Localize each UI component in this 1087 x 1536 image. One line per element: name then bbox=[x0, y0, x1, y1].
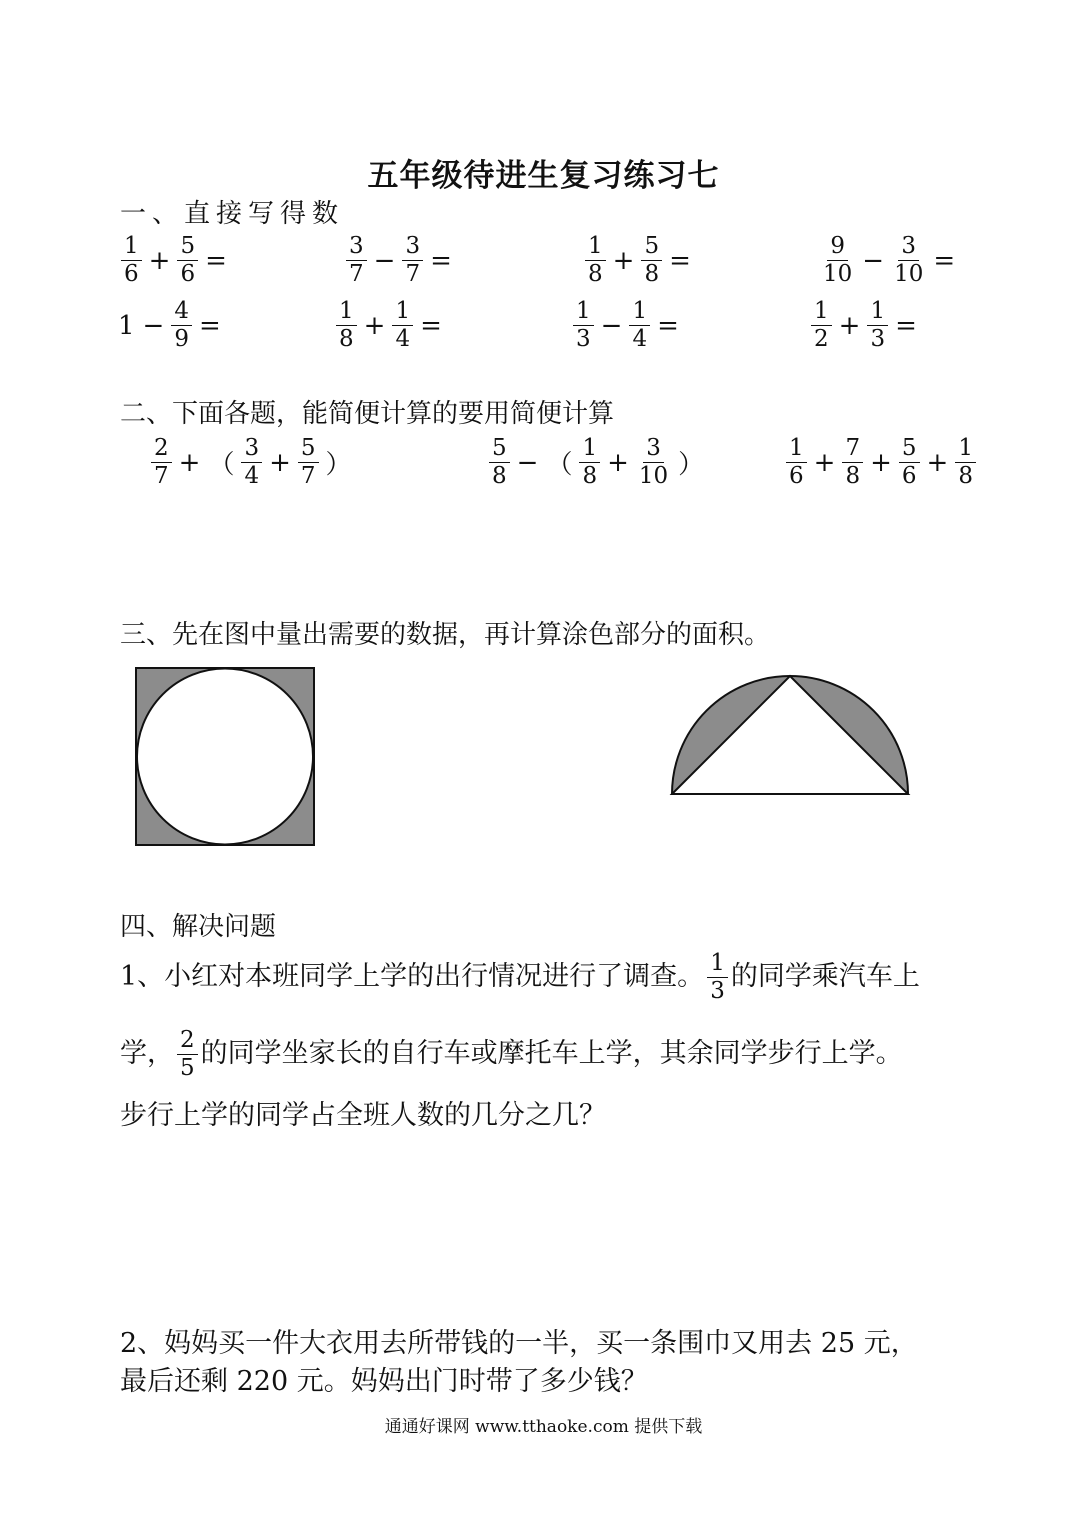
fraction: $\frac{5}{8}$ bbox=[641, 233, 662, 288]
fraction: $\frac{5}{6}$ bbox=[899, 435, 920, 490]
semicircle-triangle-figure bbox=[666, 670, 914, 800]
square-circle-figure bbox=[134, 666, 318, 848]
s1-expr-6: $\frac{1}{8}$ + $\frac{1}{4}$ = bbox=[333, 298, 446, 353]
s1-expr-7: $\frac{1}{3}$ − $\frac{1}{4}$ = bbox=[570, 298, 683, 353]
s2-expr-3: $\frac{1}{6}$ + $\frac{7}{8}$ + $\frac{5}{6}$ + $\frac{1}{8}$ bbox=[783, 435, 979, 490]
fraction: $\frac{1}{3}$ bbox=[573, 298, 594, 353]
fraction: $\frac{5}{6}$ bbox=[177, 233, 198, 288]
fraction: $\frac{2}{5}$ bbox=[177, 1027, 198, 1082]
fraction: $\frac{2}{7}$ bbox=[151, 435, 172, 490]
fraction: $\frac{3}{10}$ bbox=[894, 233, 924, 287]
section4-heading: 四、解决问题 bbox=[120, 912, 277, 942]
q1-line3: 步行上学的同学占全班人数的几分之几？ bbox=[120, 1100, 606, 1131]
fraction: $\frac{1}{6}$ bbox=[786, 435, 807, 490]
q2-line1: 2、妈妈买一件大衣用去所带钱的一半，买一条围巾又用去 25 元， bbox=[120, 1328, 918, 1359]
fraction: $\frac{1}{4}$ bbox=[629, 298, 650, 353]
page-title: 五年级待进生复习练习七 bbox=[367, 158, 720, 194]
fraction: $\frac{1}{8}$ bbox=[955, 435, 976, 490]
s1-expr-3: $\frac{1}{8}$ + $\frac{5}{8}$ = bbox=[582, 233, 695, 288]
q1-line1: 1、小红对本班同学上学的出行情况进行了调查。 $\frac{1}{3}$ 的同学乘汽车上 bbox=[120, 950, 920, 1004]
fraction: $\frac{3}{7}$ bbox=[402, 233, 423, 288]
fraction: $\frac{1}{4}$ bbox=[392, 298, 413, 353]
section2-heading: 二、下面各题，能简便计算的要用简便计算 bbox=[120, 399, 615, 429]
fraction: $\frac{3}{4}$ bbox=[241, 435, 262, 490]
q2-line2: 最后还剩 220 元。妈妈出门时带了多少钱？ bbox=[120, 1366, 648, 1397]
s2-expr-1: $\frac{2}{7}$ + （ $\frac{3}{4}$ + $\frac{5}{7}$ ） bbox=[148, 435, 356, 490]
fraction: $\frac{4}{9}$ bbox=[171, 298, 192, 353]
fraction: $\frac{3}{10}$ bbox=[638, 435, 669, 489]
section1-heading: 一、直接写得数 bbox=[120, 199, 345, 229]
fraction: $\frac{1}{3}$ bbox=[867, 298, 888, 353]
fraction: $\frac{5}{7}$ bbox=[298, 435, 319, 490]
s1-expr-1: $\frac{1}{6}$ + $\frac{5}{6}$ = bbox=[118, 233, 231, 288]
inscribed-circle bbox=[137, 669, 313, 845]
fraction: $\frac{1}{8}$ bbox=[579, 435, 600, 490]
s1-expr-4: $\frac{9}{10}$ − $\frac{3}{10}$ = bbox=[817, 233, 959, 288]
s1-expr-8: $\frac{1}{2}$ + $\frac{1}{3}$ = bbox=[808, 298, 921, 353]
section3-heading: 三、先在图中量出需要的数据，再计算涂色部分的面积。 bbox=[120, 620, 771, 650]
q1-line2: 学， $\frac{2}{5}$ 的同学坐家长的自行车或摩托车上学，其余同学步行上学。 bbox=[120, 1027, 903, 1081]
s2-expr-2: $\frac{5}{8}$ − （ $\frac{1}{8}$ + $\frac{3}{10}$ ） bbox=[486, 435, 708, 490]
fraction: $\frac{1}{6}$ bbox=[121, 233, 142, 288]
fraction: $\frac{1}{3}$ bbox=[707, 950, 728, 1005]
fraction: $\frac{1}{8}$ bbox=[336, 298, 357, 353]
fraction: $\frac{9}{10}$ bbox=[823, 233, 853, 287]
s1-expr-2: $\frac{3}{7}$ − $\frac{3}{7}$ = bbox=[343, 233, 456, 288]
footer-source: 通通好课网 www.tthaoke.com 提供下载 bbox=[384, 1417, 703, 1437]
s1-expr-5: 1 − $\frac{4}{9}$ = bbox=[118, 298, 221, 352]
fraction: $\frac{3}{7}$ bbox=[346, 233, 367, 288]
fraction: $\frac{5}{8}$ bbox=[489, 435, 510, 490]
fraction: $\frac{1}{2}$ bbox=[811, 298, 832, 353]
fraction: $\frac{7}{8}$ bbox=[842, 435, 863, 490]
fraction: $\frac{1}{8}$ bbox=[585, 233, 606, 288]
